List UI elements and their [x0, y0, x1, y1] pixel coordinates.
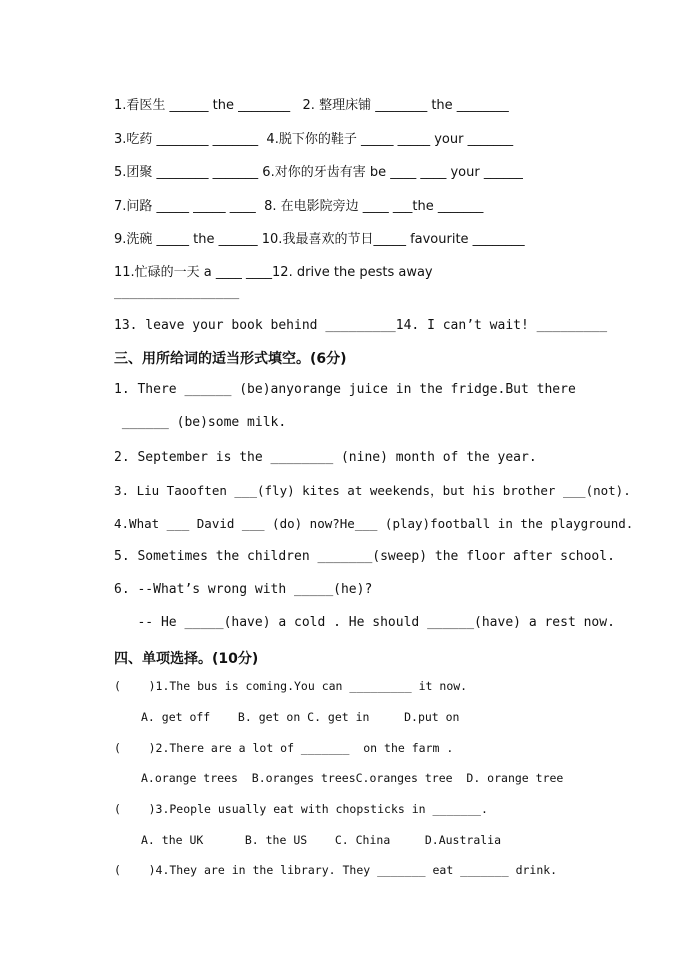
- phrase-line-6: 11.忙碌的一天 a ____ ____12. drive the pests away: [114, 265, 433, 280]
- question-4: ( )4.They are in the library. They _______ eat _______ drink.: [114, 863, 558, 877]
- section3-line-4: 3. Liu Taooften ___(fly) kites at weekends，but his brother ___(not).: [114, 483, 631, 498]
- section3-line-8: -- He _____(have) a cold . He should ______(have) a rest now.: [114, 615, 615, 630]
- question-3-options: A. the UK B. the US C. China D.Australia: [141, 833, 502, 847]
- section3-line-5: 4.What ___ David ___ (do) now?He___ (play)football in the playground.: [114, 516, 634, 531]
- question-1-options: A. get off B. get on C. get in D.put on: [141, 710, 460, 724]
- section3-line-2: ______ (be)some milk.: [114, 415, 287, 430]
- question-2: ( )2.There are a lot of _______ on the farm .: [114, 741, 454, 755]
- section3-line-1: 1. There ______ (be)anyorange juice in the fridge.But there: [114, 382, 576, 397]
- phrase-line-7: 13. leave your book behind _________14. I can’t wait! _________: [114, 318, 608, 333]
- phrase-line-4: 7.问路 _____ _____ ____ 8. 在电影院旁边 ____ ___the _______: [114, 199, 484, 214]
- section3-line-7: 6. --What’s wrong with _____(he)?: [114, 582, 373, 597]
- phrase-line-1: 1.看医生 ______ the ________ 2. 整理床铺 ________ the ________: [114, 98, 509, 113]
- question-3: ( )3.People usually eat with chopsticks in _______.: [114, 802, 488, 816]
- question-1: ( )1.The bus is coming.You can _________ it now.: [114, 679, 468, 693]
- section4-heading: 四、单项选择。(10分): [114, 651, 259, 667]
- section3-line-3: 2. September is the ________ (nine) month of the year.: [114, 450, 537, 465]
- phrase-line-5: 9.洗碗 _____ the ______ 10.我最喜欢的节日_____ favourite ________: [114, 232, 525, 247]
- phrase-line-2: 3.吃药 ________ _______ 4.脱下你的鞋子 _____ _____ your _______: [114, 132, 514, 147]
- question-2-options: A.orange trees B.oranges treesC.oranges tree D. orange tree: [141, 771, 564, 785]
- section3-line-6: 5. Sometimes the children _______(sweep) the floor after school.: [114, 549, 615, 564]
- section3-heading: 三、用所给词的适当形式填空。(6分): [114, 351, 347, 367]
- phrase-line-6-blank: ________________: [114, 285, 240, 300]
- phrase-line-3: 5.团聚 ________ _______ 6.对你的牙齿有害 be ____ ____ your ______: [114, 165, 523, 180]
